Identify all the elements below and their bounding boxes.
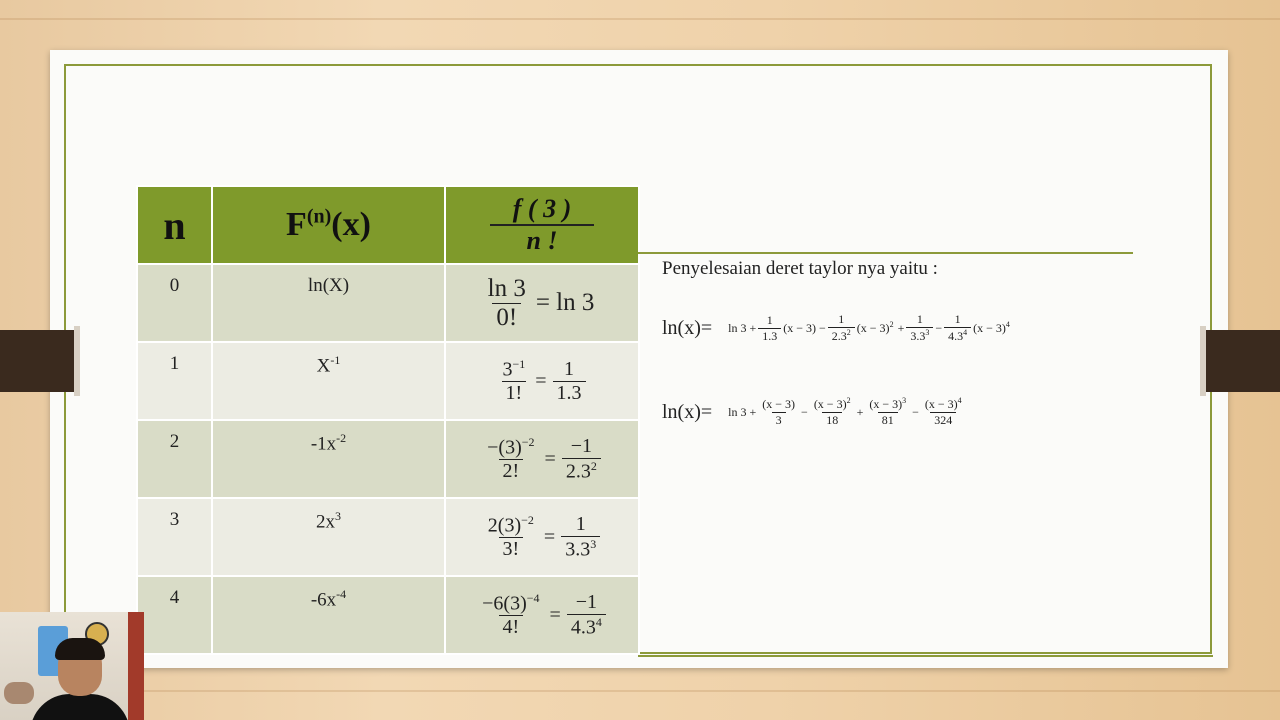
table-row xyxy=(137,264,639,342)
header-ratio: $\frac{f ( 3 )}{n !}$ xyxy=(445,186,639,264)
cell-ratio: $\frac{\ln 3}{0!}$ = ln 3 xyxy=(445,264,639,342)
divider-line xyxy=(638,252,1133,254)
taylor-equation-1: ln(x)= ln 3 + $\frac{1}{1.3}$ (x − 3) − $\frac{1}{2.3^2}$ $(x - 3)^2$ + $\frac{1}{3.3^3}$ − $\frac{1}{4.3^4}$ $(x - 3)^4$ xyxy=(662,312,1010,343)
slide-clip-right xyxy=(1200,330,1280,392)
table-row xyxy=(137,498,639,576)
table-row xyxy=(137,420,639,498)
cell-ratio: $\frac{-6(3)^{-4}}{4!}$ = $\frac{-1}{4.3^4}$ xyxy=(445,576,639,654)
header-n: n xyxy=(137,186,212,264)
divider-line-bottom xyxy=(638,655,1213,657)
cell-ratio: $\frac{-(3)^{-2}}{2!}$ = $\frac{-1}{2.3^2}$ xyxy=(445,420,639,498)
cell-ratio: $\frac{2(3)^{-2}}{3!}$ = $\frac{1}{3.3^3}$ xyxy=(445,498,639,576)
cell-ratio: $\frac{3^{-1}}{1!}$ = $\frac{1}{1.3}$ xyxy=(445,342,639,420)
webcam-overlay xyxy=(0,612,144,720)
cell-derivative: ln(X) xyxy=(212,264,445,342)
cell-n: 3 xyxy=(137,498,212,576)
derivative-table xyxy=(136,185,640,655)
solution-title: Penyelesaian deret taylor nya yaitu : xyxy=(662,258,938,279)
taylor-equation-2: ln(x)= ln 3 + $\frac{(x - 3)}{3}$ − $\frac{(x - 3)^2}{18}$ + $\frac{(x - 3)^3}{81}$ − $\frac{(x - 3)^4}{324}$ xyxy=(662,396,962,427)
cell-derivative: $X^{-1}$ xyxy=(212,342,445,420)
table-row xyxy=(137,576,639,654)
cell-derivative: $-1x^{-2}$ xyxy=(212,420,445,498)
cell-derivative: $-6x^{-4}$ xyxy=(212,576,445,654)
slide-clip-left xyxy=(0,330,80,392)
table-header-row xyxy=(137,186,639,264)
cell-n: 4 xyxy=(137,576,212,654)
cell-n: 1 xyxy=(137,342,212,420)
table-row xyxy=(137,342,639,420)
cell-derivative: $2x^3$ xyxy=(212,498,445,576)
cell-n: 2 xyxy=(137,420,212,498)
cell-n: 0 xyxy=(137,264,212,342)
header-derivative: $F^{(n)}(x)$ xyxy=(212,186,445,264)
